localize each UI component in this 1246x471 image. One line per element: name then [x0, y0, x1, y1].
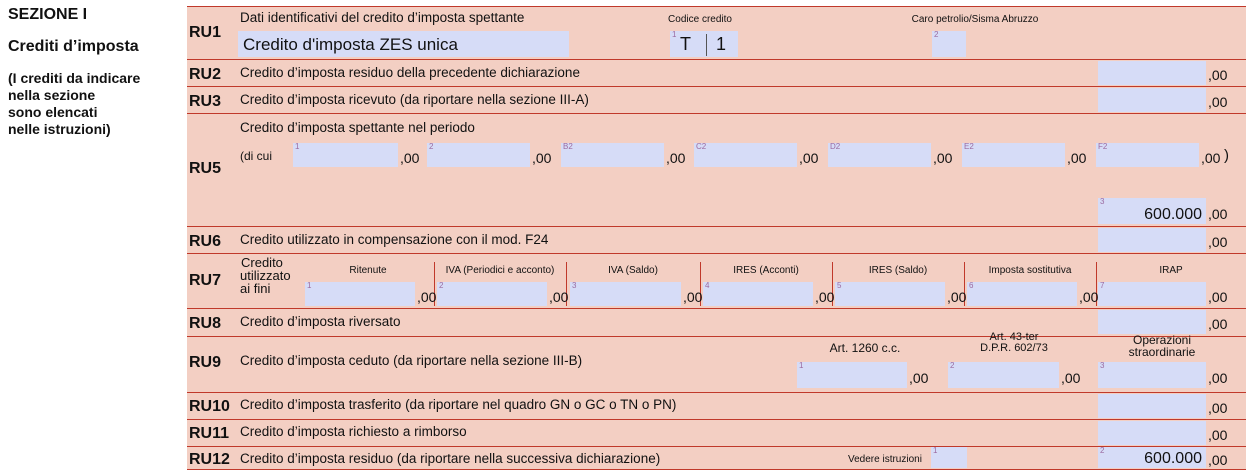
ru9-field-operazioni[interactable]: 3	[1098, 362, 1206, 388]
ru2-label: Credito d’imposta residuo della precedente dichiarazione	[240, 65, 580, 80]
ru5-cents-c2: ,00	[799, 150, 819, 166]
ru5-field-2[interactable]: 2	[427, 143, 530, 167]
section-sidebar	[8, 6, 188, 138]
ru2-cents: ,00	[1208, 67, 1228, 83]
ru7-col-iva-periodici: IVA (Periodici e acconto)	[445, 265, 555, 276]
ru10-cents: ,00	[1208, 400, 1228, 416]
ru9-col-operazioni: Operazioni straordinarie	[1128, 333, 1196, 359]
ru5-close-paren: )	[1224, 147, 1229, 164]
ru5-cents-2: ,00	[532, 150, 552, 166]
note-line: (I crediti da indicare	[8, 70, 141, 86]
ru7-col-ires-saldo: IRES (Saldo)	[868, 265, 928, 276]
section-note	[8, 70, 188, 138]
row-code-ru6: RU6	[189, 233, 222, 250]
caro-petrolio-field[interactable]	[932, 31, 966, 57]
row-code-ru12: RU12	[189, 451, 230, 468]
ru11-amount-field[interactable]	[1098, 421, 1206, 445]
ru12-amount-field[interactable]: 2 600.000	[1098, 447, 1206, 468]
ru5-field-f2[interactable]: F2	[1096, 143, 1199, 167]
ru7-field-imposta-sostitutiva[interactable]: 6	[967, 282, 1077, 306]
ru5-field-1[interactable]: 1	[293, 143, 398, 167]
ru7-col-ritenute: Ritenute	[349, 265, 387, 276]
ru9-cents-2: ,00	[1061, 370, 1081, 386]
row-code-ru1: RU1	[189, 24, 222, 41]
row-code-ru8: RU8	[189, 315, 222, 332]
ru7-cents-3: ,00	[683, 289, 703, 305]
row-code-ru2: RU2	[189, 66, 222, 83]
ru5-field-d2[interactable]: D2	[828, 143, 931, 167]
ru5-cents-e2: ,00	[1067, 150, 1087, 166]
ru7-field-irap[interactable]: 7	[1098, 282, 1206, 306]
field-number: 2	[934, 30, 939, 39]
ru9-field-art1260[interactable]: 1	[797, 362, 907, 388]
ru8-cents: ,00	[1208, 316, 1228, 332]
ru3-amount-field[interactable]	[1098, 88, 1206, 112]
codice-credito-field[interactable]	[670, 31, 738, 57]
section-title: SEZIONE I	[8, 6, 88, 23]
ru12-value: 600.000	[1144, 450, 1202, 467]
ru5-cents-f2: ,00	[1201, 150, 1221, 166]
note-line: nella sezione	[8, 87, 96, 103]
ru7-col-irap: IRAP	[1159, 265, 1183, 276]
ru9-col-art1260: Art. 1260 c.c.	[829, 341, 901, 355]
section-subtitle: Crediti d’imposta	[8, 38, 139, 55]
ru5-cents-d2: ,00	[933, 150, 953, 166]
ru8-label: Credito d’imposta riversato	[240, 314, 401, 329]
ru11-cents: ,00	[1208, 427, 1228, 443]
ru7-cents-7: ,00	[1208, 289, 1228, 305]
vedere-istruzioni-label: Vedere istruzioni	[848, 454, 922, 465]
ru9-field-art43ter[interactable]: 2	[948, 362, 1059, 388]
credit-name-value: Credito d'imposta ZES unica	[243, 35, 458, 54]
ru10-label: Credito d’imposta trasferito (da riportare nel quadro GN o GC o TN o PN)	[240, 397, 677, 412]
row-code-ru11: RU11	[189, 425, 230, 442]
ru7-field-ritenute[interactable]: 1	[305, 282, 415, 306]
ru5-dicui: (di cui	[240, 149, 273, 163]
ru5-field-e2[interactable]: E2	[962, 143, 1065, 167]
ru5-label: Credito d’imposta spettante nel periodo	[240, 120, 475, 135]
credit-name-field[interactable]	[238, 31, 569, 57]
codice-credito-label: Codice credito	[668, 14, 732, 25]
ru9-cents-3: ,00	[1208, 370, 1228, 386]
ru7-field-ires-saldo[interactable]: 5	[835, 282, 945, 306]
ru5-cents-b2: ,00	[666, 150, 686, 166]
ru9-label: Credito d’imposta ceduto (da riportare nella sezione III-B)	[240, 353, 583, 368]
ru7-field-iva-periodici[interactable]: 2	[437, 282, 547, 306]
row-code-ru7: RU7	[189, 272, 222, 289]
ru7-cents-1: ,00	[417, 289, 437, 305]
ru7-field-ires-acconti[interactable]: 4	[703, 282, 813, 306]
ru12-cents: ,00	[1208, 452, 1228, 468]
ru7-col-ires-acconti: IRES (Acconti)	[733, 265, 799, 276]
ru6-label: Credito utilizzato in compensazione con il mod. F24	[240, 232, 549, 247]
ru7-col-iva-saldo: IVA (Saldo)	[608, 265, 658, 276]
ru7-cents-2: ,00	[549, 289, 569, 305]
ru5-cents-1: ,00	[400, 150, 420, 166]
ru1-label: Dati identificativi del credito d’imposta spettante	[240, 10, 525, 25]
ru6-cents: ,00	[1208, 234, 1228, 250]
ru5-field-b2[interactable]: B2	[561, 143, 664, 167]
ru10-amount-field[interactable]	[1098, 394, 1206, 418]
ru7-cents-4: ,00	[815, 289, 835, 305]
caro-petrolio-label: Caro petrolio/Sisma Abruzzo	[911, 14, 1039, 25]
ru5-total-field[interactable]: 3 600.000	[1098, 198, 1206, 224]
field-number: 1	[672, 30, 677, 39]
row-code-ru5: RU5	[189, 160, 222, 177]
ru7-cents-6: ,00	[1079, 289, 1099, 305]
row-code-ru3: RU3	[189, 93, 222, 110]
ru7-label: Credito utilizzato ai fini	[240, 255, 291, 296]
ru12-vedere-field[interactable]: 1	[931, 447, 967, 468]
ru5-field-c2[interactable]: C2	[694, 143, 797, 167]
row-code-ru9: RU9	[189, 354, 222, 371]
ru11-label: Credito d’imposta richiesto a rimborso	[240, 424, 467, 439]
ru3-label: Credito d’imposta ricevuto (da riportare nella sezione III-A)	[240, 92, 589, 107]
ru9-cents-1: ,00	[909, 370, 929, 386]
ru7-col-imposta-sostitutiva: Imposta sostitutiva	[988, 265, 1072, 276]
ru6-amount-field[interactable]	[1098, 228, 1206, 252]
codice-part1: T	[680, 34, 691, 54]
ru12-label: Credito d’imposta residuo (da riportare nella successiva dichiarazione)	[240, 451, 661, 466]
codice-divider	[706, 34, 707, 56]
ru3-cents: ,00	[1208, 94, 1228, 110]
ru7-cents-5: ,00	[947, 289, 967, 305]
row-code-ru10: RU10	[189, 398, 230, 415]
ru5-total-value: 600.000	[1144, 206, 1202, 223]
ru5-total-cents: ,00	[1208, 206, 1228, 222]
ru2-amount-field[interactable]	[1098, 61, 1206, 85]
codice-part2: 1	[716, 34, 727, 54]
note-line: nelle istruzioni)	[8, 121, 111, 137]
note-line: sono elencati	[8, 104, 98, 120]
ru7-field-iva-saldo[interactable]: 3	[570, 282, 681, 306]
ru8-amount-field[interactable]	[1098, 310, 1206, 334]
ru9-col-art43ter: Art. 43-ter D.P.R. 602/73	[980, 331, 1048, 354]
